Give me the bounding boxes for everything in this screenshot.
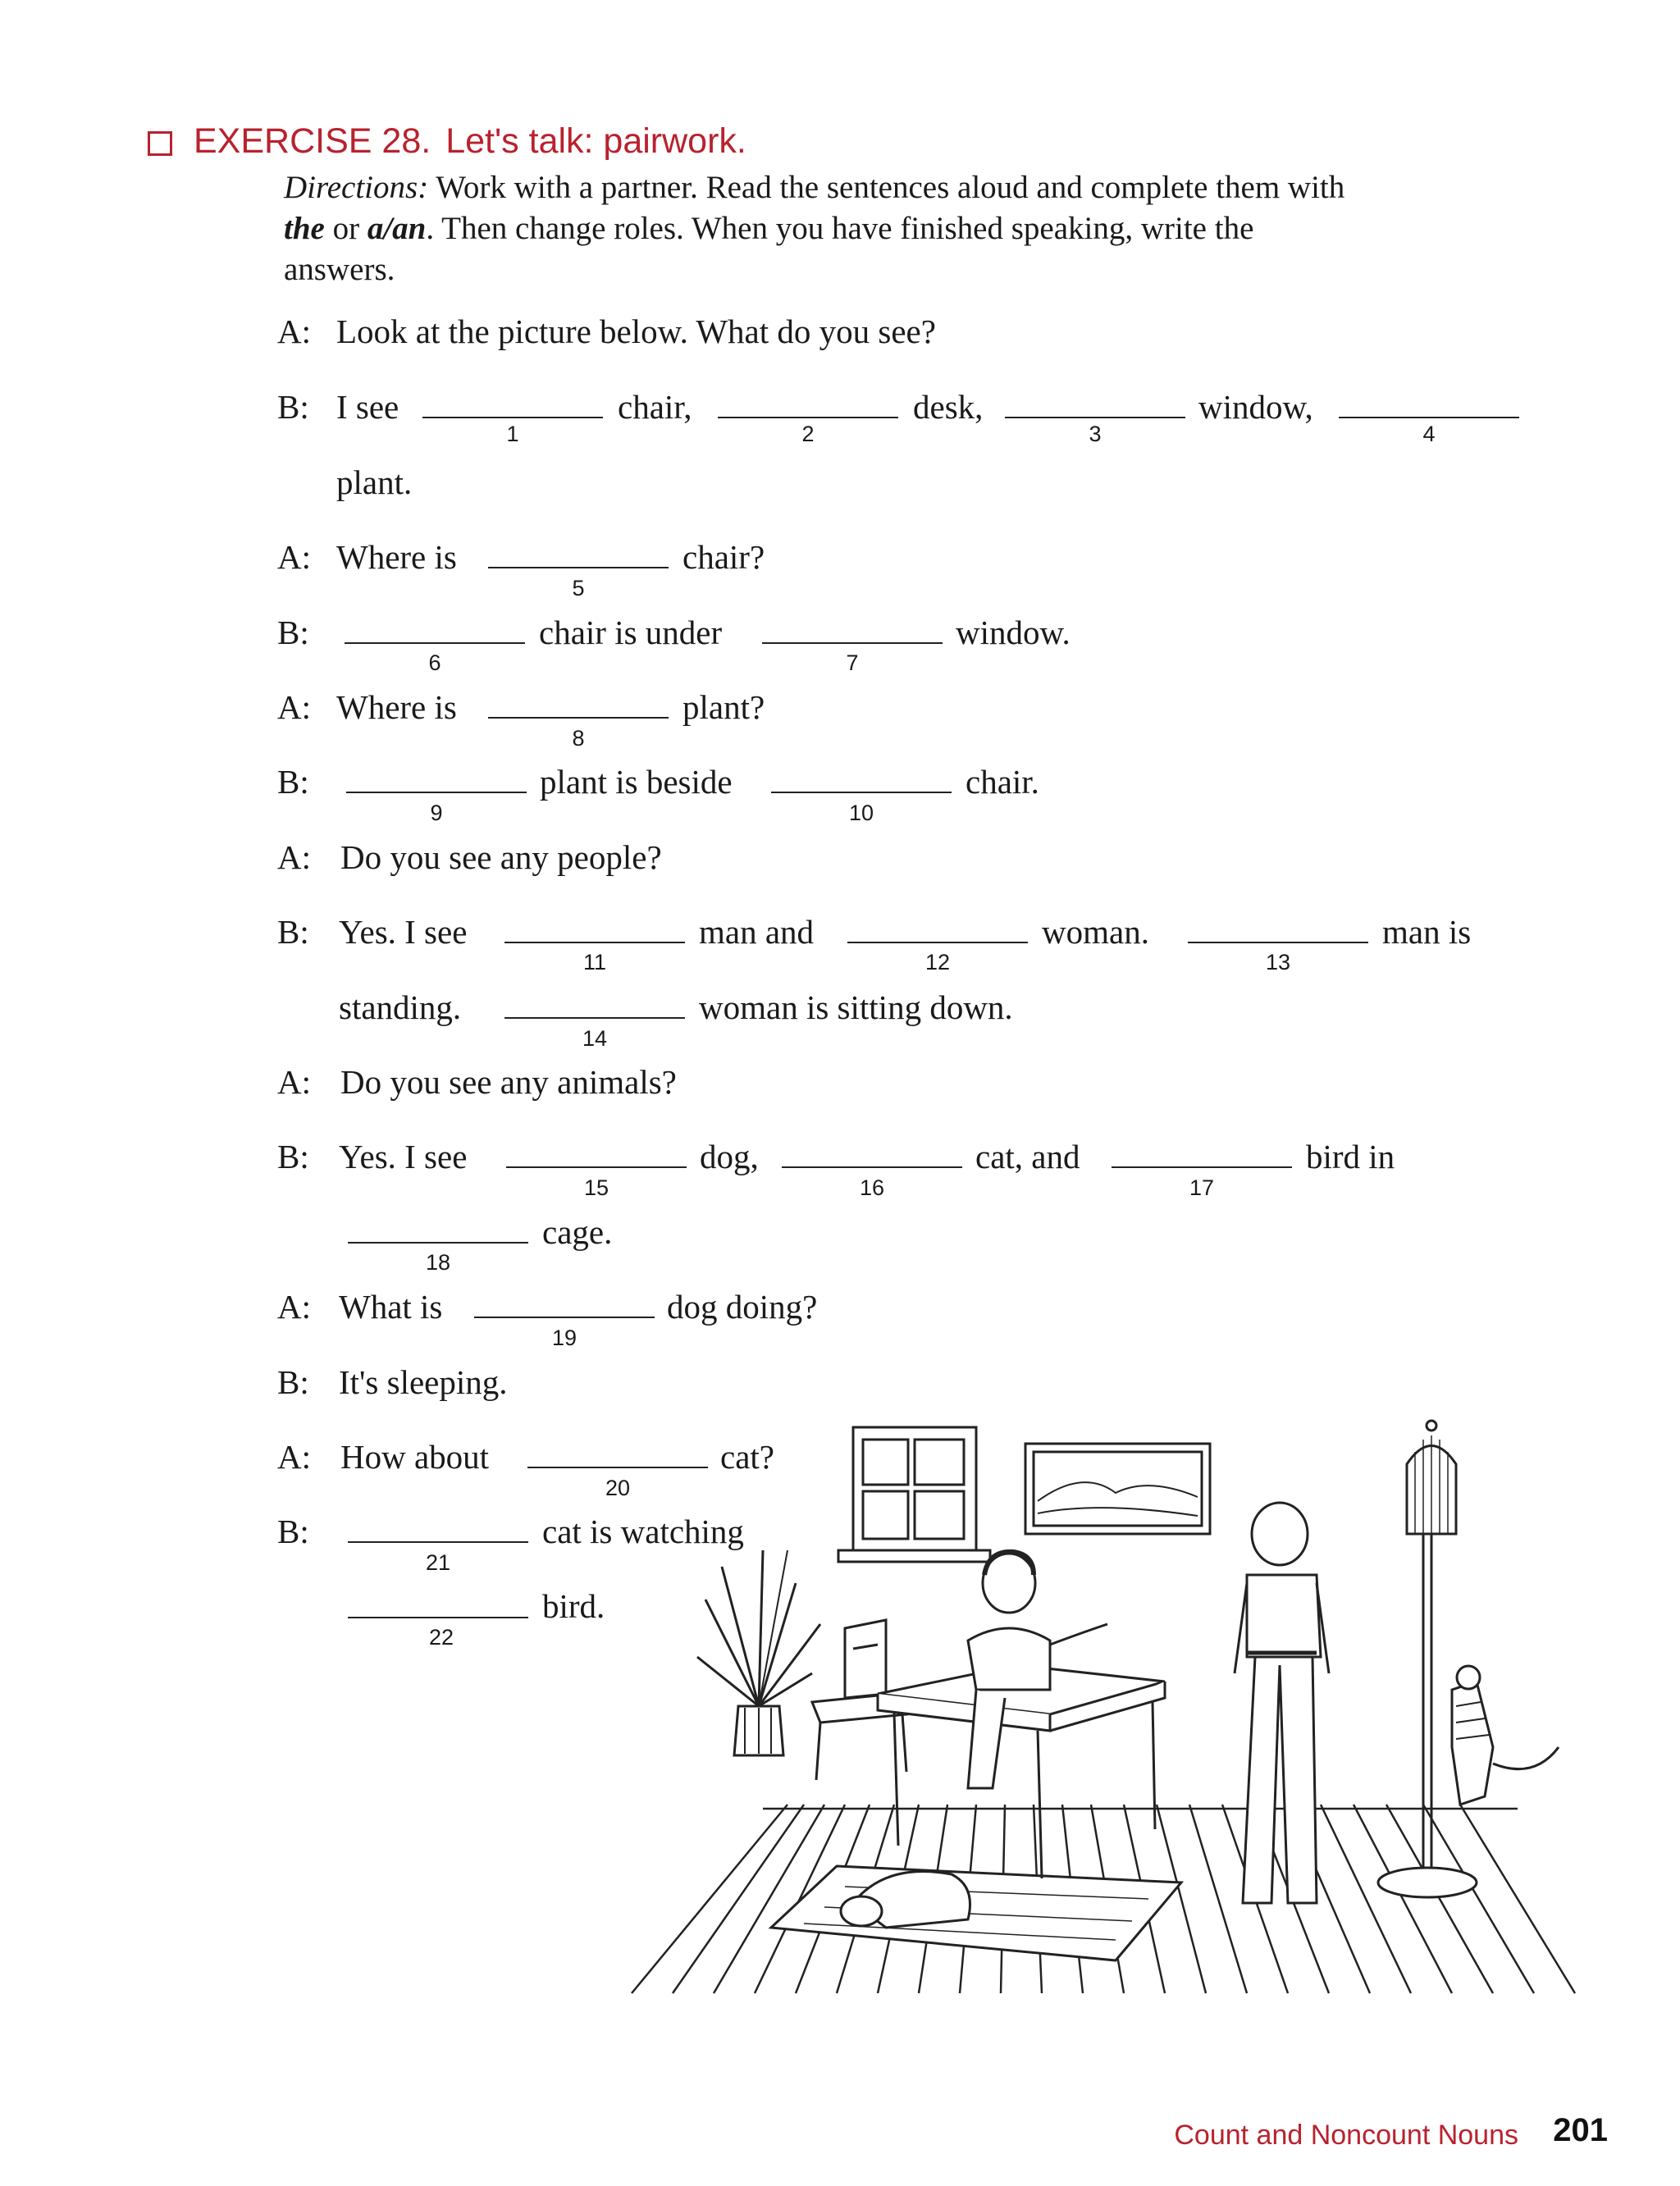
speaker-label: A: xyxy=(277,313,311,350)
directions-text: answers. xyxy=(284,252,395,287)
blank-number: 4 xyxy=(1422,422,1436,446)
dialogue-text: bird in xyxy=(1306,1138,1395,1175)
answer-blank[interactable] xyxy=(504,1017,685,1019)
blank-number: 16 xyxy=(859,1175,885,1200)
dialogue-text: Do you see any animals? xyxy=(340,1063,677,1101)
blank-number: 20 xyxy=(605,1476,631,1500)
dialogue-text: Yes. I see xyxy=(339,913,468,951)
speaker-label: B: xyxy=(277,763,309,801)
wall-picture xyxy=(1025,1444,1210,1534)
answer-blank[interactable] xyxy=(488,717,669,719)
dialogue-text: dog doing? xyxy=(667,1288,818,1326)
dialogue-text: Where is xyxy=(336,538,457,576)
blank-number: 7 xyxy=(846,650,859,675)
answer-blank[interactable] xyxy=(718,417,898,418)
answer-blank[interactable] xyxy=(1112,1166,1292,1168)
answer-blank[interactable] xyxy=(488,567,669,568)
directions-text: . Then change roles. When you have finished speaking, write the xyxy=(426,211,1254,246)
blank-number: 6 xyxy=(428,650,441,675)
answer-blank[interactable] xyxy=(762,642,943,644)
dialogue-text: Look at the picture below. What do you see? xyxy=(336,313,936,350)
dialogue-text: standing. xyxy=(339,988,462,1026)
answer-blank[interactable] xyxy=(504,942,685,943)
cat xyxy=(1452,1666,1559,1805)
blank-number: 15 xyxy=(583,1175,609,1200)
answer-blank[interactable] xyxy=(474,1317,655,1318)
exercise-heading xyxy=(194,121,761,162)
dialogue-text: chair? xyxy=(682,538,765,576)
dialogue-text: What is xyxy=(339,1288,443,1326)
blank-number: 19 xyxy=(551,1326,578,1350)
dialogue-text: cage. xyxy=(542,1213,613,1251)
answer-blank[interactable] xyxy=(346,792,527,793)
rug xyxy=(771,1866,1181,1960)
directions-label: Directions: xyxy=(284,170,429,205)
blank-number: 5 xyxy=(572,576,585,600)
window xyxy=(838,1427,990,1562)
dialogue-text: woman is sitting down. xyxy=(699,988,1013,1026)
blank-number: 22 xyxy=(428,1625,454,1650)
dialogue-text: I see xyxy=(336,388,399,426)
speaker-label: B: xyxy=(277,1513,309,1550)
answer-blank[interactable] xyxy=(506,1166,687,1168)
speaker-label: A: xyxy=(277,838,311,876)
answer-blank[interactable] xyxy=(782,1166,962,1168)
exercise-number: EXERCISE 28. xyxy=(194,121,431,161)
dialogue-text: plant? xyxy=(682,688,765,726)
room-illustration xyxy=(623,1419,1608,2010)
dialogue-text: cat? xyxy=(720,1438,774,1476)
speaker-label: B: xyxy=(277,1138,309,1175)
dialogue-text: Where is xyxy=(336,688,457,726)
word-a-an: a/an xyxy=(367,211,427,246)
directions-line-1 xyxy=(284,167,1344,208)
dialogue-text: plant. xyxy=(336,463,413,501)
dialogue-text: bird. xyxy=(542,1587,605,1625)
blank-number: 9 xyxy=(430,801,443,825)
answer-blank[interactable] xyxy=(1339,417,1519,418)
plant xyxy=(697,1550,820,1755)
speaker-label: B: xyxy=(277,913,309,951)
speaker-label: B: xyxy=(277,1363,309,1401)
blank-number: 1 xyxy=(506,422,519,446)
dialogue-text: woman. xyxy=(1042,913,1149,951)
dialogue-text: It's sleeping. xyxy=(339,1363,508,1401)
chapter-title: Count and Noncount Nouns xyxy=(1174,2120,1518,2151)
dialogue-text: man and xyxy=(699,913,815,951)
dialogue-text: cat is watching xyxy=(542,1513,744,1550)
desk xyxy=(878,1665,1165,1878)
dialogue-text: Do you see any people? xyxy=(340,838,662,876)
word-the: the xyxy=(284,211,325,246)
blank-number: 10 xyxy=(848,801,874,825)
page-number: 201 xyxy=(1553,2112,1608,2148)
speaker-label: A: xyxy=(277,538,311,576)
dialogue-text: chair. xyxy=(966,763,1039,801)
dialogue-text: window. xyxy=(956,614,1071,651)
speaker-label: B: xyxy=(277,614,309,651)
answer-blank[interactable] xyxy=(348,1541,528,1543)
blank-number: 8 xyxy=(572,726,585,751)
blank-number: 17 xyxy=(1189,1175,1215,1200)
dialogue-text: chair, xyxy=(618,388,692,426)
dialogue-text: How about xyxy=(340,1438,490,1476)
dialogue-text: window, xyxy=(1198,388,1313,426)
exercise-checkbox[interactable] xyxy=(148,131,172,156)
blank-number: 12 xyxy=(924,950,951,974)
dialogue-text: dog, xyxy=(700,1138,759,1175)
dialogue-text: Yes. I see xyxy=(339,1138,468,1175)
answer-blank[interactable] xyxy=(348,1617,528,1618)
blank-number: 21 xyxy=(425,1550,451,1575)
dialogue-text: man is xyxy=(1382,913,1472,951)
blank-number: 3 xyxy=(1089,422,1102,446)
blank-number: 2 xyxy=(801,422,815,446)
speaker-label: A: xyxy=(277,1063,311,1101)
dialogue-text: desk, xyxy=(913,388,984,426)
directions-text: Work with a partner. Read the sentences aloud and complete them with xyxy=(428,170,1345,205)
answer-blank[interactable] xyxy=(847,942,1028,943)
speaker-label: B: xyxy=(277,388,309,426)
directions-line-3 xyxy=(284,249,395,290)
speaker-label: A: xyxy=(277,1438,311,1476)
speaker-label: A: xyxy=(277,688,311,726)
directions-line-2 xyxy=(284,208,1253,249)
answer-blank[interactable] xyxy=(1188,942,1368,943)
blank-number: 14 xyxy=(582,1026,608,1051)
blank-number: 18 xyxy=(425,1250,451,1275)
dialogue-text: plant is beside xyxy=(540,763,733,801)
speaker-label: A: xyxy=(277,1288,311,1326)
blank-number: 11 xyxy=(582,950,607,974)
directions-or: or xyxy=(324,211,368,246)
answer-blank[interactable] xyxy=(345,642,525,644)
bird-cage xyxy=(1378,1421,1477,1897)
dialogue-text: cat, and xyxy=(975,1138,1080,1175)
answer-blank[interactable] xyxy=(771,792,952,793)
blank-number: 13 xyxy=(1265,950,1291,974)
answer-blank[interactable] xyxy=(1005,417,1185,418)
dialogue-text: chair is under xyxy=(539,614,723,651)
exercise-title: Let's talk: pairwork. xyxy=(445,121,746,161)
answer-blank[interactable] xyxy=(348,1242,528,1244)
man xyxy=(1235,1503,1329,1903)
answer-blank[interactable] xyxy=(422,417,603,418)
